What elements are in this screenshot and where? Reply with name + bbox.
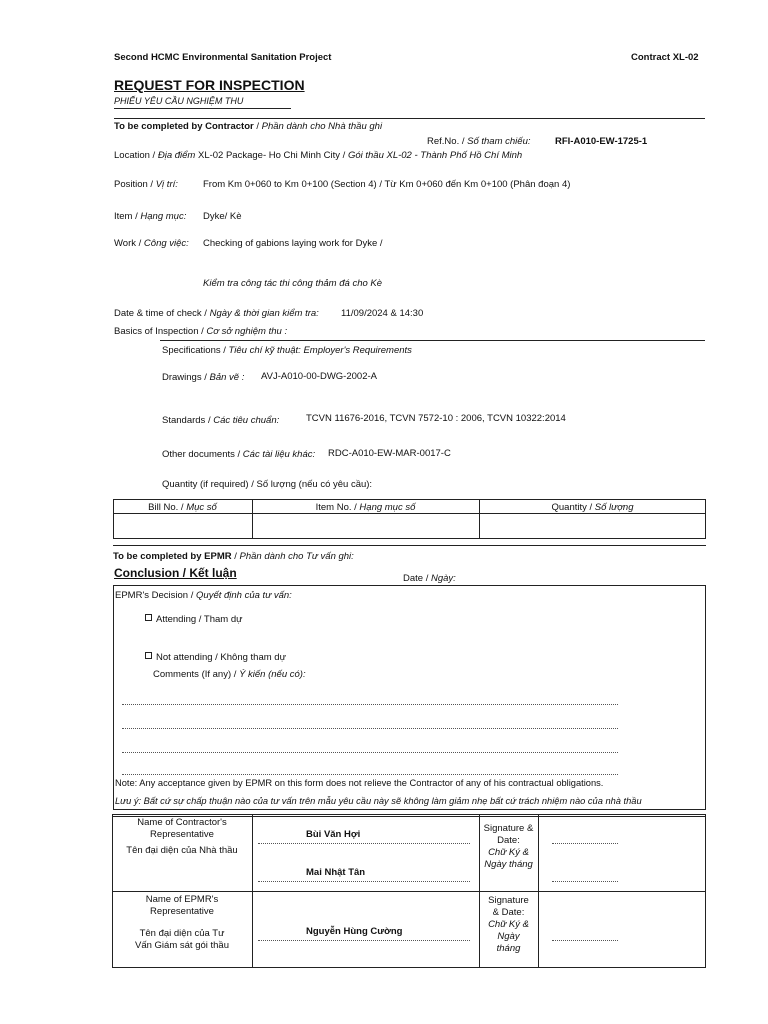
work-label: Work / Công việc: <box>114 238 189 249</box>
basics-label: Basics of Inspection / Cơ sở nghiệm thu : <box>114 326 288 337</box>
epmr-rep-label: Name of EPMR's Representative Tên đại diện của Tư Vấn Giám sát gói thầu <box>135 894 229 951</box>
location-row: Location / Địa điểm XL-02 Package- Ho Chi Minh City / Gói thầu XL-02 - Thành Phố Hồ Chí Minh <box>114 150 523 161</box>
disclaimer-vn: Lưu ý: Bất cứ sự chấp thuận nào của tư vấn trên mẫu yêu cầu này sẽ không làm giảm nhẹ bất cứ trách nhiệm nào của nhà thầu <box>115 796 642 806</box>
check-date-label: Date & time of check / Ngày & thời gian kiểm tra: <box>114 308 319 319</box>
position-label: Position / Vị trí: <box>114 179 178 190</box>
col-quantity: Quantity / Số lượng <box>551 502 634 513</box>
contractor-rep-label: Name of Contractor's Representative Tên đại diện của Nhà thầu <box>126 817 238 856</box>
section-divider <box>114 118 705 119</box>
specifications-row: Specifications / Tiêu chí kỹ thuật: Employer's Requirements <box>162 345 412 356</box>
check-date-value: 11/09/2024 & 14:30 <box>341 308 424 319</box>
signature-line <box>552 843 618 844</box>
item-label: Item / Hạng mục: <box>114 211 187 222</box>
drawings-label: Drawings / Bản vẽ : <box>162 372 245 383</box>
conclusion-date: Date / Ngày: <box>403 573 456 584</box>
signature-table-col-divider <box>538 814 539 968</box>
name-line <box>258 881 470 882</box>
epmr-decision-label: EPMR's Decision / Quyết định của tư vấn: <box>115 590 292 601</box>
quantity-table-header-line <box>113 513 706 514</box>
not-attending-option[interactable]: Not attending / Không tham dự <box>145 652 286 663</box>
comment-line <box>122 752 618 753</box>
comments-label: Comments (If any) / Ý kiến (nếu có): <box>153 669 306 680</box>
attending-option[interactable]: Attending / Tham dự <box>145 614 242 625</box>
conclusion-heading: Conclusion / Kết luận <box>114 566 237 580</box>
form-subtitle: PHIẾU YÊU CẦU NGHIỆM THU <box>114 96 244 106</box>
other-docs-label: Other documents / Các tài liệu khác: <box>162 449 316 460</box>
epmr-heading: To be completed by EPMR / Phần dành cho Tư vấn ghi: <box>113 551 354 562</box>
epmr-signature-label: Signature & Date: Chữ Ký & Ngày tháng <box>488 895 529 954</box>
contractor-rep-name-1: Bùi Văn Hợi <box>306 829 361 840</box>
disclaimer-en: Note: Any acceptance given by EPMR on this form does not relieve the Contractor of any of his contractual obligations. <box>115 778 604 788</box>
comment-line <box>122 728 618 729</box>
project-name: Second HCMC Environmental Sanitation Project <box>114 52 332 63</box>
comment-line <box>122 704 618 705</box>
work-value: Checking of gabions laying work for Dyke / <box>203 238 383 249</box>
section-divider <box>113 545 706 546</box>
checkbox-icon[interactable] <box>145 652 152 659</box>
signature-table-row-line <box>112 891 706 892</box>
standards-label: Standards / Các tiêu chuẩn: <box>162 415 280 426</box>
checkbox-icon[interactable] <box>145 614 152 621</box>
col-bill-no: Bill No. / Mục số <box>148 502 217 513</box>
contractor-signature-label: Signature & Date: Chữ Ký & Ngày tháng <box>483 823 534 870</box>
comment-line <box>122 774 618 775</box>
signature-table-col-divider <box>252 814 253 968</box>
other-docs-value: RDC-A010-EW-MAR-0017-C <box>328 448 451 459</box>
form-title: REQUEST FOR INSPECTION <box>114 77 305 93</box>
name-line <box>258 940 470 941</box>
drawings-value: AVJ-A010-00-DWG-2002-A <box>261 371 377 382</box>
subtitle-underline <box>114 108 291 109</box>
col-item-no: Item No. / Hạng mục số <box>315 502 416 513</box>
work-value-vn: Kiểm tra công tác thi công thảm đá cho Kè <box>203 278 383 289</box>
standards-value: TCVN 11676-2016, TCVN 7572-10 : 2006, TCVN 10322:2014 <box>306 413 566 424</box>
ref-number: RFI-A010-EW-1725-1 <box>555 136 648 147</box>
name-line <box>258 843 470 844</box>
contractor-heading: To be completed by Contractor / Phần dành cho Nhà thầu ghi <box>114 121 383 132</box>
position-value: From Km 0+060 to Km 0+100 (Section 4) / Từ Km 0+060 đến Km 0+100 (Phân đoạn 4) <box>203 179 571 190</box>
quantity-label: Quantity (if required) / Số lượng (nếu có yêu cầu): <box>162 479 373 490</box>
basics-divider <box>160 340 705 341</box>
epmr-rep-name: Nguyễn Hùng Cường <box>306 926 403 937</box>
signature-line <box>552 940 618 941</box>
contractor-rep-name-2: Mai Nhật Tân <box>306 867 366 878</box>
item-value: Dyke/ Kè <box>203 211 242 222</box>
ref-label: Ref.No. / Số tham chiếu: <box>427 136 531 147</box>
contract-number: Contract XL-02 <box>631 52 699 63</box>
signature-line <box>552 881 618 882</box>
